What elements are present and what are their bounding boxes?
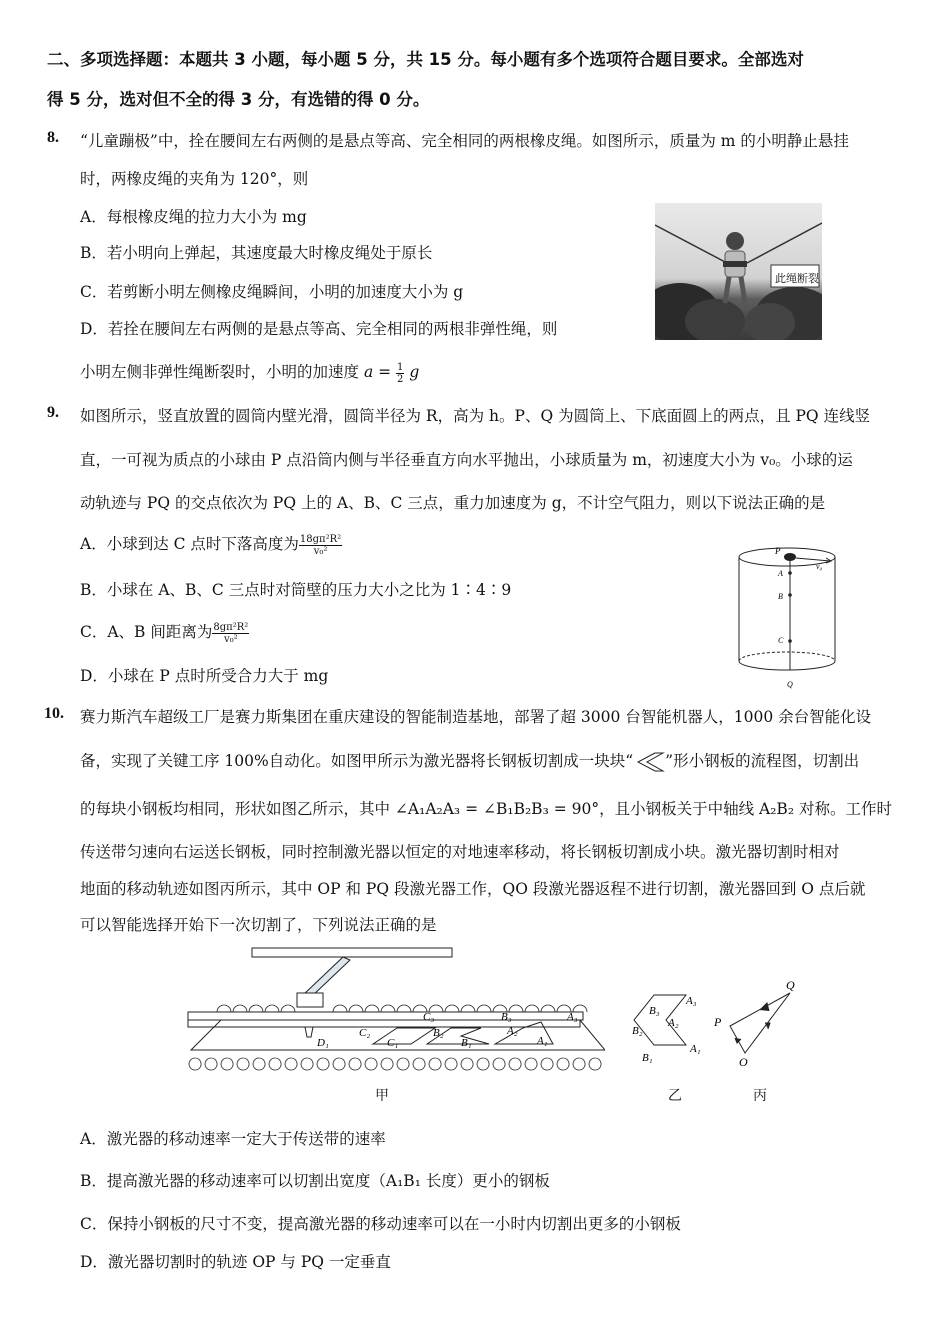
jia-label-b1: B₁ bbox=[461, 1037, 472, 1049]
cylinder-label-q: Q bbox=[787, 680, 793, 689]
question-10-line6: 可以智能选择开始下一次切割了，下列说法正确的是 bbox=[80, 916, 437, 934]
cylinder-label-v0: v₀ bbox=[816, 562, 823, 571]
question-8-option-c: C．若剪断小明左侧橡皮绳瞬间，小明的加速度大小为 g bbox=[80, 283, 464, 301]
figure-jia-conveyor bbox=[185, 940, 605, 1080]
question-9-number: 9. bbox=[47, 404, 59, 421]
jia-label-c3: C₃ bbox=[423, 1011, 435, 1023]
question-8-fraction: $\frac{1}{2}$ bbox=[397, 361, 404, 385]
question-10-line3: 的每块小钢板均相同，形状如图乙所示，其中 ∠A₁A₂A₃ = ∠B₁B₂B₃ = 90°，且小钢板关于中轴线 A₂B₂ 对称。工作时 bbox=[80, 800, 892, 818]
jia-label-d1: D₁ bbox=[317, 1037, 329, 1049]
question-10-option-d: D．激光器切割时的轨迹 OP 与 PQ 一定垂直 bbox=[80, 1253, 391, 1271]
bing-label-o: O bbox=[739, 1055, 748, 1069]
question-8-number: 8. bbox=[47, 129, 59, 146]
figure-yi-steel-plate bbox=[628, 990, 713, 1065]
question-8-option-d-line1: D．若拴在腰间左右两侧的是悬点等高、完全相同的两根非弹性绳，则 bbox=[80, 320, 558, 338]
question-9-stem-line3: 动轨迹与 PQ 的交点依次为 PQ 上的 A、B、C 三点，重力加速度为 g，不计空气阻力，则以下说法正确的是 bbox=[80, 494, 826, 512]
bing-label-q: Q bbox=[786, 978, 795, 992]
section-header-line2: 得 5 分，选对但不全的得 3 分，有选错的得 0 分。 bbox=[47, 90, 430, 109]
question-9-c-fraction: $\frac{\text{8gπ²R²}}{\text{v₀²}}$ bbox=[213, 621, 249, 645]
bungee-photo bbox=[655, 203, 822, 340]
question-10-number: 10. bbox=[44, 705, 64, 722]
question-10-line1: 赛力斯汽车超级工厂是赛力斯集团在重庆建设的智能制造基地，部署了超 3000 台智能机器人，1000 余台智能化设 bbox=[80, 708, 872, 726]
yi-label-a1: A₁ bbox=[690, 1043, 701, 1055]
question-9-option-d: D．小球在 P 点时所受合力大于 mg bbox=[80, 667, 329, 685]
question-8-stem-line1: “儿童蹦极”中，拴在腰间左右两侧的是悬点等高、完全相同的两根橡皮绳。如图所示，质量为 m 的小明静止悬挂 bbox=[80, 132, 849, 150]
cylinder-label-a: A bbox=[778, 569, 783, 578]
question-10-line2: 备，实现了关键工序 100%自动化。如图甲所示为激光器将长钢板切割成一块块“ ”形小钢板的流程图，切割出 bbox=[80, 749, 859, 773]
question-9-option-b: B．小球在 A、B、C 三点时对筒壁的压力大小之比为 1∶4∶9 bbox=[80, 581, 512, 599]
question-9-stem-line1: 如图所示，竖直放置的圆筒内壁光滑，圆筒半径为 R，高为 h。P、Q 为圆筒上、下底面圆上的两点，且 PQ 连线竖 bbox=[80, 407, 871, 425]
question-10-option-b: B．提高激光器的移动速率可以切割出宽度（A₁B₁ 长度）更小的钢板 bbox=[80, 1172, 550, 1190]
figure-yi-caption: 乙 bbox=[668, 1088, 682, 1104]
bing-label-p: P bbox=[714, 1015, 722, 1029]
question-9-option-a: A．小球到达 C 点时下落高度为 $\frac{\text{18gπ²R²}}{\text{v₀²}}$ bbox=[80, 533, 342, 557]
cylinder-label-p: P bbox=[775, 546, 781, 556]
question-10-option-a: A．激光器的移动速率一定大于传送带的速率 bbox=[80, 1130, 386, 1148]
question-8-g: g bbox=[409, 363, 420, 381]
jia-label-c2: C₂ bbox=[359, 1027, 371, 1039]
figure-bing-caption: 丙 bbox=[753, 1088, 767, 1104]
yi-label-a3: A₃ bbox=[686, 995, 697, 1007]
question-8-option-b: B．若小明向上弹起，其速度最大时橡皮绳处于原长 bbox=[80, 244, 433, 262]
cylinder-label-b: B bbox=[778, 592, 783, 601]
yi-label-b2: B₂ bbox=[632, 1025, 643, 1037]
yi-label-b3: B₃ bbox=[649, 1005, 660, 1017]
jia-label-a2: A₂ bbox=[507, 1025, 518, 1037]
cylinder-label-c: C bbox=[778, 636, 784, 645]
yi-label-a2: A₂ bbox=[668, 1017, 679, 1029]
figure-bing-trajectory bbox=[708, 975, 803, 1070]
question-9-stem-line2: 直，一可视为质点的小球由 P 点沿筒内侧与半径垂直方向水平抛出，小球质量为 m，初速度大小为 v₀。小球的运 bbox=[80, 451, 853, 469]
jia-label-a1: A₁ bbox=[537, 1035, 548, 1047]
question-8-option-d-text: 小明左侧非弹性绳断裂时，小明的加速度 bbox=[80, 363, 360, 381]
question-10-option-c: C．保持小钢板的尺寸不变，提高激光器的移动速率可以在一小时内切割出更多的小钢板 bbox=[80, 1215, 681, 1233]
jia-label-b2: B₂ bbox=[433, 1027, 444, 1039]
yi-label-b1: B₁ bbox=[642, 1052, 653, 1064]
section-header-line1: 二、多项选择题：本题共 3 小题，每小题 5 分，共 15 分。每小题有多个选项符合题目要求。全部选对 bbox=[47, 50, 804, 69]
question-9-a-fraction: $\frac{\text{18gπ²R²}}{\text{v₀²}}$ bbox=[299, 533, 342, 557]
photo-label: 此绳断裂 bbox=[775, 272, 819, 285]
cylinder-figure bbox=[730, 525, 845, 690]
jia-label-b3: B₃ bbox=[501, 1011, 512, 1023]
question-8-eq: a = bbox=[363, 363, 392, 381]
question-9-option-c: C．A、B 间距离为 $\frac{\text{8gπ²R²}}{\text{v₀²}}$ bbox=[80, 621, 249, 645]
chevron-shape-icon bbox=[633, 751, 665, 773]
figure-jia-caption: 甲 bbox=[375, 1088, 389, 1104]
question-8-stem-line2: 时，两橡皮绳的夹角为 120°，则 bbox=[80, 170, 309, 188]
question-10-line4: 传送带匀速向右运送长钢板，同时控制激光器以恒定的对地速率移动，将长钢板切割成小块。激光器切割时相对 bbox=[80, 843, 840, 861]
question-8-option-a: A．每根橡皮绳的拉力大小为 mg bbox=[80, 208, 307, 226]
jia-label-a3: A₃ bbox=[567, 1011, 578, 1023]
question-10-line5: 地面的移动轨迹如图丙所示，其中 OP 和 PQ 段激光器工作，QO 段激光器返程不进行切割，激光器回到 O 点后就 bbox=[80, 880, 866, 898]
jia-label-c1: C₁ bbox=[387, 1037, 399, 1049]
question-8-option-d-line2 bbox=[80, 360, 419, 385]
